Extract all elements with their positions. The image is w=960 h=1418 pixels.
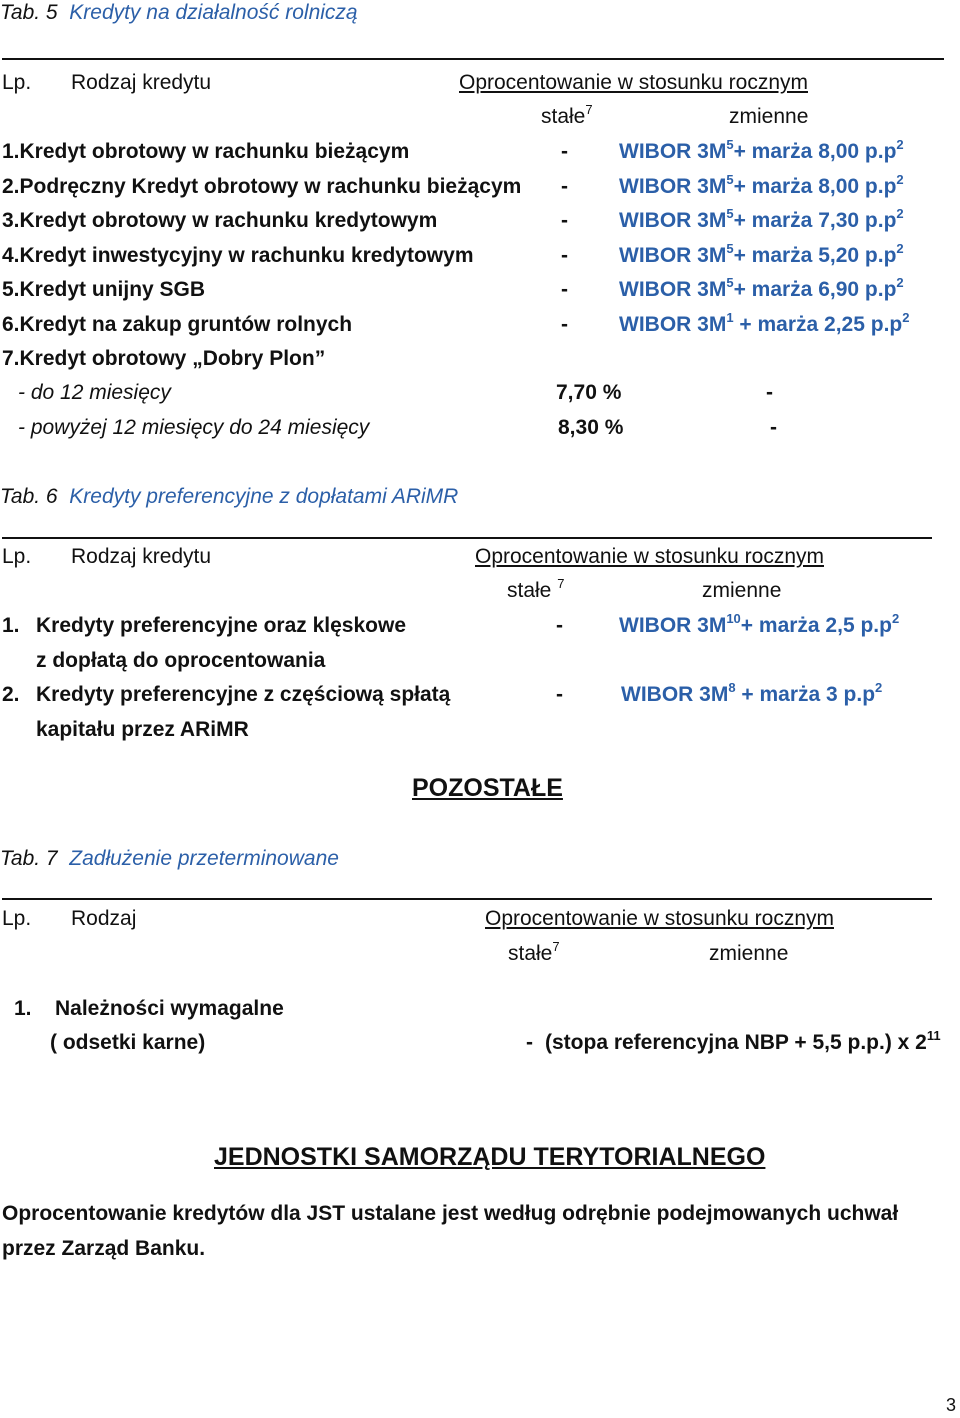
tab5-col-stale: [541, 104, 593, 130]
tab5-row-dash: -: [561, 244, 568, 267]
tab7-caption: Zadłużenie przeterminowane: [69, 847, 339, 870]
tab7-rule: [2, 898, 932, 900]
tab7-row-value-sup: 11: [926, 1028, 941, 1043]
tab5-row-label: 2.Podręczny Kredyt obrotowy w rachunku bieżącym: [2, 175, 522, 198]
tab6-caption: Kredyty preferencyjne z dopłatami ARiMR: [69, 485, 459, 508]
tab5-row-wibor: WIBOR 3M: [619, 175, 727, 198]
tab6-col-stale: [507, 578, 564, 604]
tab5-row-label: 4.Kredyt inwestycyjny w rachunku kredytowym: [2, 244, 474, 267]
tab7-col-rodzaj: Rodzaj: [71, 907, 137, 930]
tab6-row1-sup2: 2: [891, 611, 900, 626]
tab5-row-wibor: WIBOR 3M: [619, 313, 727, 336]
tab5-row-label: 5.Kredyt unijny SGB: [2, 278, 206, 301]
tab5-row-dash: -: [561, 175, 568, 198]
tab6-row2-line2: kapitału przez ARiMR: [36, 718, 249, 741]
tab5-sub1-value: 7,70 %: [556, 381, 622, 404]
tab6-row2-dash: -: [556, 683, 563, 706]
tab5-col-zmienne: zmienne: [729, 105, 809, 128]
tab5-sub2-label: - powyżej 12 miesięcy do 24 miesięcy: [18, 416, 370, 439]
tab7-col-stale-sup: 7: [552, 939, 560, 954]
tab5-sub1-label: - do 12 miesięcy: [18, 381, 171, 404]
tab5-row-marza: + marża 5,20 p.p: [733, 244, 897, 267]
tab6-row2-line1: Kredyty preferencyjne z częściową spłatą: [36, 683, 451, 706]
tab5-row-label: 1.Kredyt obrotowy w rachunku bieżącym: [2, 140, 410, 163]
tab5-row-sup2: 2: [902, 310, 910, 325]
tab6-row1-marza: + marża 2,5 p.p: [740, 614, 892, 637]
tab6-row1-dash: -: [556, 614, 563, 637]
jst-paragraph-line2: przez Zarząd Banku.: [2, 1237, 206, 1260]
tab5-row-sup2: 2: [896, 137, 904, 152]
tab5-row-wibor: WIBOR 3M: [619, 209, 727, 232]
tab7-row-line2: ( odsetki karne): [50, 1031, 206, 1054]
tab6-row2-num: 2.: [2, 683, 20, 706]
tab6-row1-num: 1.: [2, 614, 20, 637]
section-jst: JEDNOSTKI SAMORZĄDU TERYTORIALNEGO: [214, 1143, 766, 1171]
tab6-row2-sup2: 2: [875, 680, 883, 695]
tab5-row-dash: -: [561, 140, 568, 163]
tab7-row-line1: Należności wymagalne: [55, 997, 284, 1020]
tab5-row-sup: 5: [726, 275, 734, 290]
tab5-row-sup: 5: [726, 206, 734, 221]
tab5-col-oprocentowanie: Oprocentowanie w stosunku rocznym: [459, 71, 808, 94]
tab6-row1-line1: Kredyty preferencyjne oraz klęskowe: [36, 614, 407, 637]
tab6-row1-line2: z dopłatą do oprocentowania: [36, 649, 326, 672]
tab5-row-rate: [619, 174, 904, 200]
tab6-col-oprocentowanie: Oprocentowanie w stosunku rocznym: [475, 545, 824, 568]
tab5-row-wibor: WIBOR 3M: [619, 278, 727, 301]
tab5-row-label: 6.Kredyt na zakup gruntów rolnych: [2, 313, 353, 336]
tab5-row-wibor: WIBOR 3M: [619, 140, 727, 163]
tab5-row-dash: -: [561, 209, 568, 232]
tab5-col-rodzaj: Rodzaj kredytu: [71, 71, 212, 94]
tab5-title: [0, 0, 358, 26]
tab7-row-dash: -: [526, 1031, 533, 1054]
tab5-row-sup: 5: [726, 241, 734, 256]
tab6-col-stale-sup: 7: [557, 576, 565, 591]
tab5-sub1-dash: -: [766, 381, 773, 404]
tab7-row-value-text: (stopa referencyjna NBP + 5,5 p.p.) x 2: [545, 1031, 927, 1054]
tab5-row-rate: [619, 243, 904, 269]
tab5-row-marza: + marża 2,25 p.p: [733, 313, 903, 336]
tab7-col-lp: Lp.: [2, 907, 32, 930]
section-pozostale: POZOSTAŁE: [412, 774, 563, 802]
tab5-number: Tab. 5: [0, 1, 58, 24]
tab5-row-sup: 5: [726, 137, 734, 152]
tab6-row2-sup: 8: [728, 680, 736, 695]
tab5-row-sup2: 2: [896, 275, 904, 290]
tab7-row-value: [545, 1030, 941, 1056]
tab5-col-lp: Lp.: [2, 71, 32, 94]
tab7-number: Tab. 7: [0, 847, 58, 870]
tab5-row-marza: + marża 8,00 p.p: [733, 175, 897, 198]
tab7-col-stale-text: stałe: [508, 942, 553, 965]
tab5-row-label: 3.Kredyt obrotowy w rachunku kredytowym: [2, 209, 438, 232]
tab6-row2-wibor: WIBOR 3M: [621, 683, 729, 706]
tab7-row-num: 1.: [14, 997, 32, 1020]
tab5-row-marza: + marża 7,30 p.p: [733, 209, 897, 232]
tab5-row-rate: [619, 139, 904, 165]
tab5-rule: [2, 58, 944, 60]
tab6-row1-sup: 10: [726, 611, 741, 626]
tab7-col-zmienne: zmienne: [709, 942, 789, 965]
tab5-row-dash: -: [561, 313, 568, 336]
tab5-row-marza: + marża 6,90 p.p: [733, 278, 897, 301]
tab5-caption: Kredyty na działalność rolniczą: [69, 1, 358, 24]
tab5-row-sup2: 2: [896, 206, 904, 221]
tab6-row1-wibor: WIBOR 3M: [619, 614, 727, 637]
tab5-row-sup2: 2: [896, 172, 904, 187]
tab6-number: Tab. 6: [0, 485, 58, 508]
tab6-row2-rate: [621, 682, 882, 708]
tab5-sub2-dash: -: [770, 416, 777, 439]
tab5-row-sup: 5: [726, 172, 734, 187]
jst-paragraph-line1: Oprocentowanie kredytów dla JST ustalane jest według odrębnie podejmowanych uchwał: [2, 1202, 899, 1225]
tab5-col-stale-sup: 7: [585, 102, 593, 117]
tab7-col-stale: [508, 941, 560, 967]
tab6-col-lp: Lp.: [2, 545, 32, 568]
tab6-col-rodzaj: Rodzaj kredytu: [71, 545, 212, 568]
tab5-row-marza: + marża 8,00 p.p: [733, 140, 897, 163]
tab5-sub2-value: 8,30 %: [558, 416, 624, 439]
tab6-title: [0, 484, 458, 510]
tab6-col-zmienne: zmienne: [702, 579, 782, 602]
tab6-row1-rate: [619, 613, 899, 639]
tab5-row-sup2: 2: [896, 241, 904, 256]
tab5-row-wibor: WIBOR 3M: [619, 244, 727, 267]
tab5-row-rate: [619, 312, 909, 338]
tab5-row-sup: 1: [726, 310, 734, 325]
tab6-col-stale-text: stałe: [507, 579, 552, 602]
page-number: 3: [946, 1395, 957, 1415]
tab5-col-stale-text: stałe: [541, 105, 586, 128]
tab6-row2-marza: + marża 3 p.p: [735, 683, 876, 706]
tab5-row-rate: [619, 208, 904, 234]
tab7-title: [0, 846, 339, 872]
tab5-row7-label: 7.Kredyt obrotowy „Dobry Plon”: [2, 347, 326, 370]
tab6-rule: [2, 537, 932, 539]
tab5-row-rate: [619, 277, 904, 303]
tab7-col-oprocentowanie: Oprocentowanie w stosunku rocznym: [485, 907, 834, 930]
tab5-row-dash: -: [561, 278, 568, 301]
